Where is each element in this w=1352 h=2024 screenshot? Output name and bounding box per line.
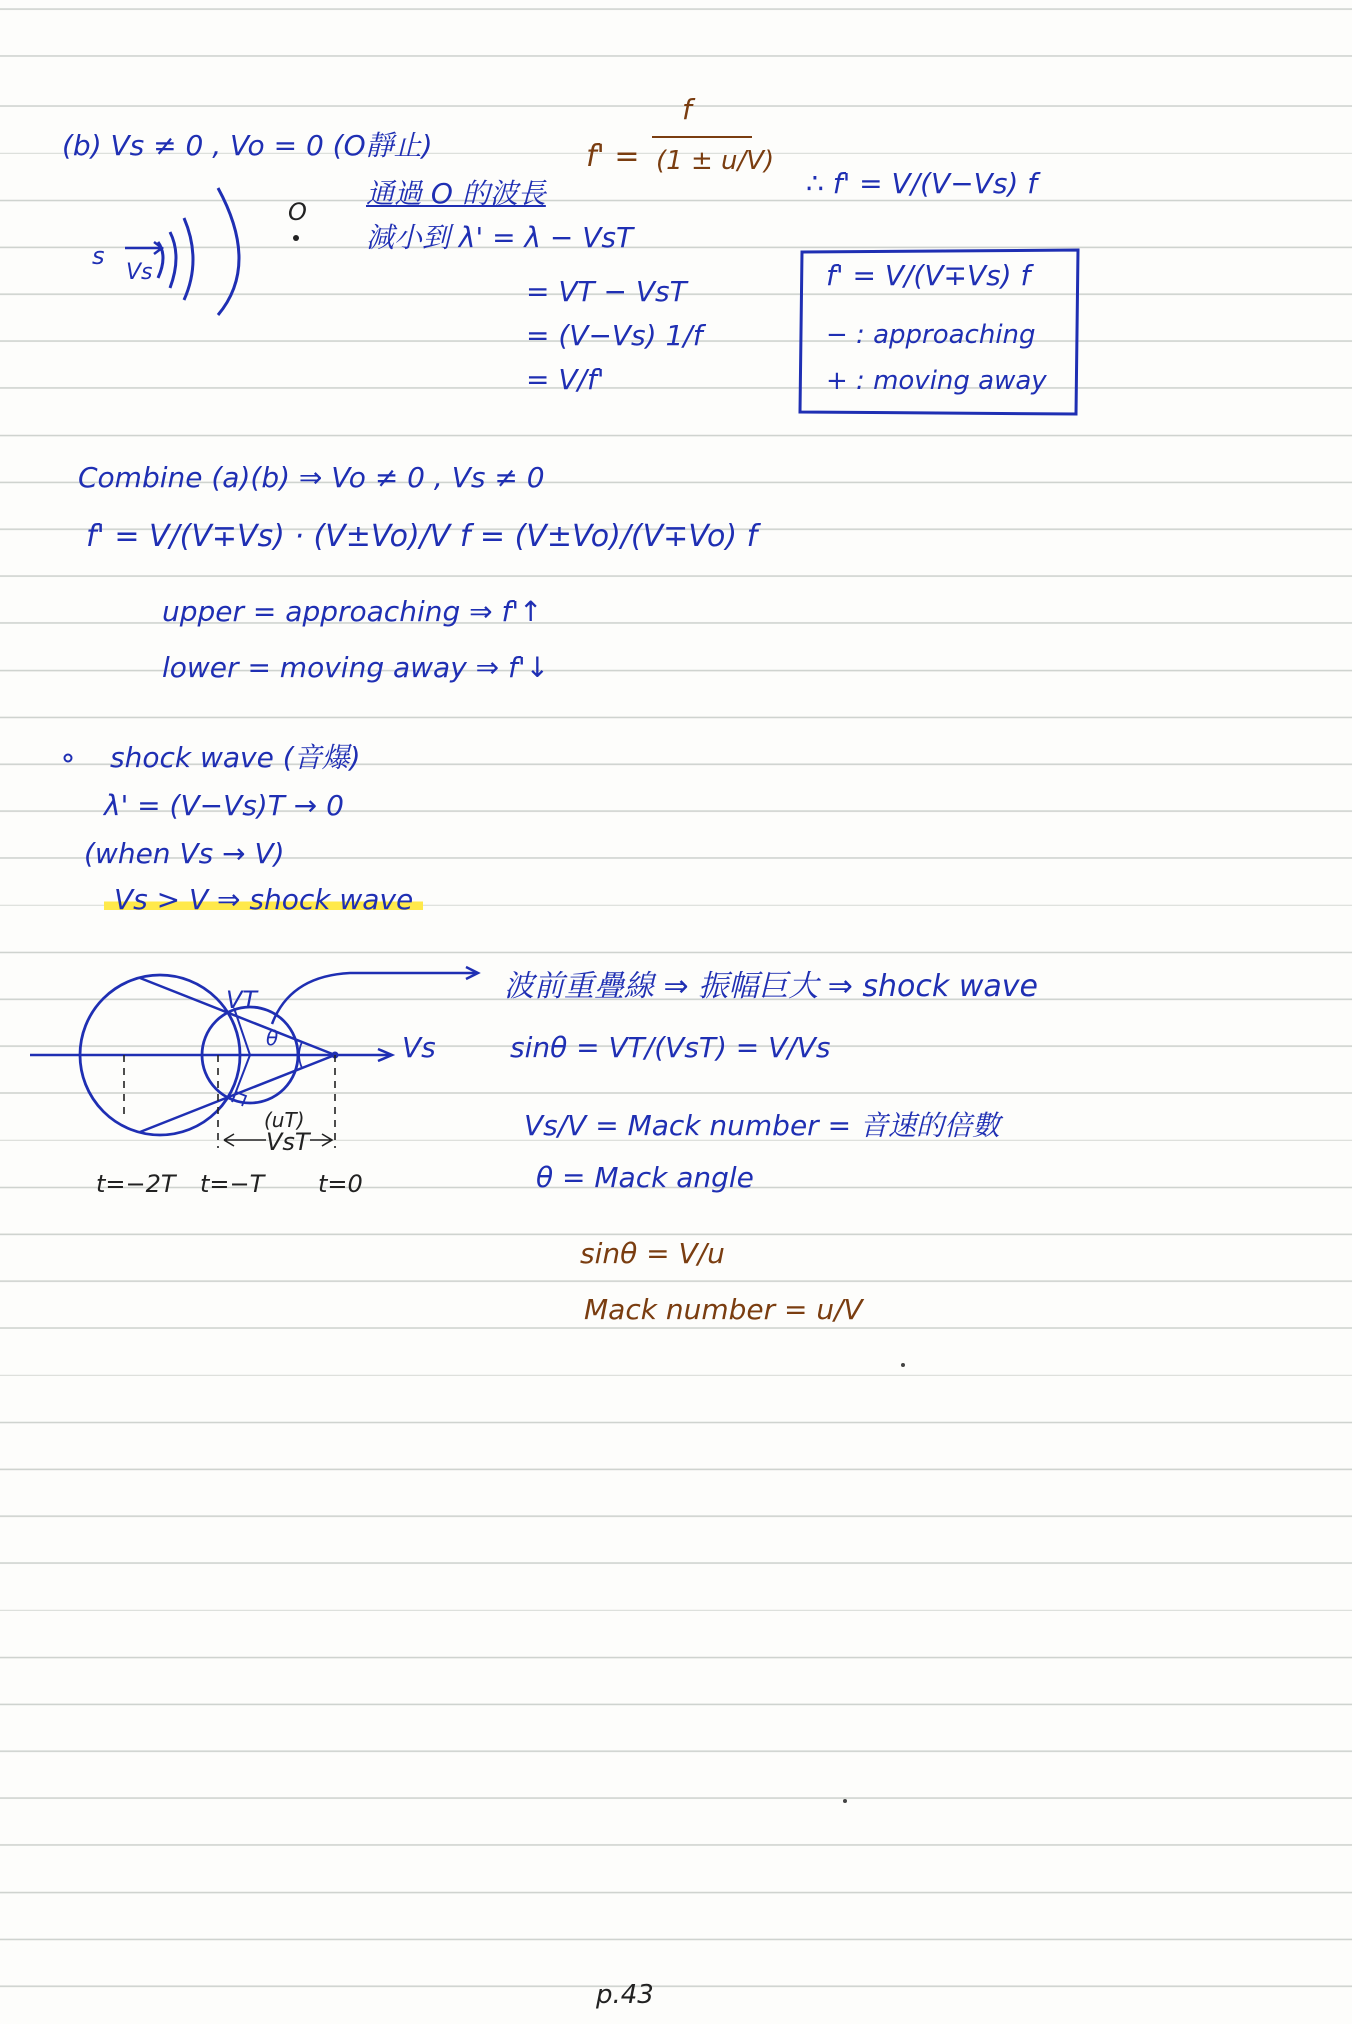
doppler-denominator: (1 ± u/V): [656, 146, 775, 176]
combine-formula: f' = V/(V∓Vs) · (V±Vo)/V f = (V±Vo)/(V∓Vo) f: [86, 519, 758, 554]
combine-lower: lower = moving away ⇒ f'↓: [162, 651, 550, 684]
sketch-vs-label: Vs: [126, 260, 153, 285]
shock-lambda-line: λ' = (V−Vs)T → 0: [104, 789, 344, 822]
diagram-vst-label: VsT: [266, 1128, 310, 1156]
bullet-dot: [62, 752, 74, 764]
observer-dot: [292, 234, 302, 244]
combine-title: Combine (a)(b) ⇒ Vo ≠ 0 , Vs ≠ 0: [78, 461, 545, 494]
sketch-observer-label: O: [288, 198, 307, 226]
reduce-line: 減小到 λ' = λ − VsT: [366, 221, 634, 254]
stray-dot: [842, 1798, 848, 1804]
step-3: = V/f': [526, 363, 605, 396]
shock-when-line: (when Vs → V): [84, 837, 285, 870]
note-overlap: 波前重疊線 ⇒ 振幅巨大 ⇒ shock wave: [504, 969, 1038, 1004]
step-1: = VT − VsT: [526, 275, 687, 308]
diagram-t-minus-2t: t=−2T: [96, 1170, 176, 1198]
stray-dot: [900, 1362, 906, 1368]
page-number: p.43: [596, 1980, 654, 2010]
diagram-ut-label: (uT): [264, 1108, 305, 1132]
box-minus-line: − : approaching: [826, 320, 1036, 350]
pointer-arrow: [270, 968, 490, 1028]
box-formula: f' = V/(V∓Vs) f: [826, 259, 1031, 292]
diagram-t-zero: t=0: [318, 1170, 363, 1198]
note-mach-angle: θ = Mack angle: [536, 1161, 754, 1194]
doppler-f-prime: f' =: [586, 139, 640, 174]
step-2: = (V−Vs) 1/f: [526, 319, 703, 352]
diagram-theta-label: θ: [266, 1026, 279, 1050]
note-sin-theta: sinθ = VT/(VsT) = V/Vs: [510, 1031, 831, 1064]
doppler-numerator: f: [682, 93, 692, 126]
note-brown-sin: sinθ = V/u: [580, 1237, 725, 1270]
shock-highlight-line: Vs > V ⇒ shock wave: [104, 886, 423, 914]
section-b-header: (b) Vs ≠ 0 , Vo = 0 (O靜止): [62, 129, 433, 162]
diagram-vs-axis-label: Vs: [402, 1031, 436, 1064]
note-brown-mach: Mack number = u/V: [584, 1293, 863, 1326]
doppler-fraction-bar: [652, 134, 752, 140]
diagram-vt-label: VT: [226, 986, 258, 1014]
box-plus-line: + : moving away: [826, 366, 1047, 396]
shock-title: shock wave (音爆): [110, 741, 361, 774]
combine-upper: upper = approaching ⇒ f'↑: [162, 595, 543, 628]
note-mach-number: Vs/V = Mack number = 音速的倍數: [524, 1109, 1000, 1142]
sketch-source-label: s: [92, 242, 105, 270]
pass-through-line: 通過 O 的波長: [366, 177, 546, 210]
diagram-t-minus-t: t=−T: [200, 1170, 265, 1198]
therefore-line: ∴ f' = V/(V−Vs) f: [806, 167, 1038, 200]
